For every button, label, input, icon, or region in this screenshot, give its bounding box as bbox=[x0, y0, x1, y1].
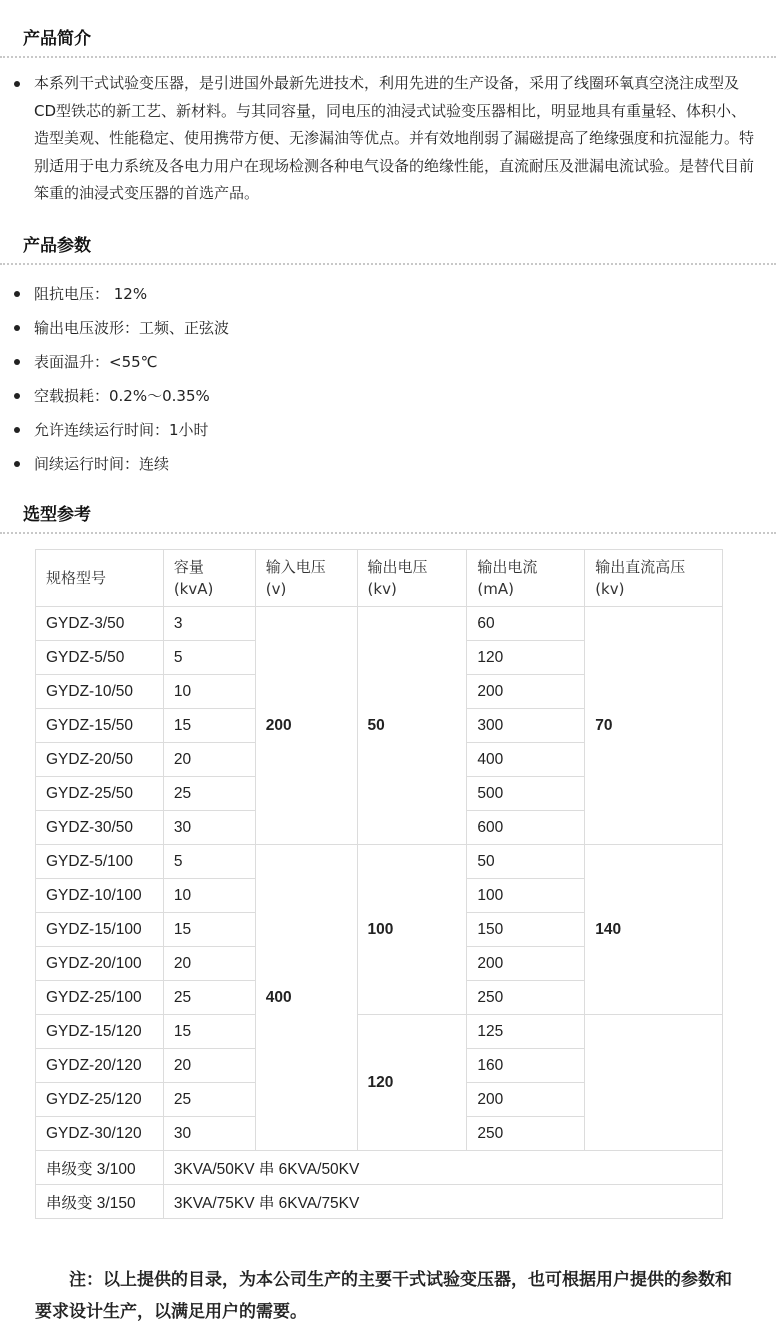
header-model: 规格型号 bbox=[36, 550, 164, 607]
table-header-row bbox=[36, 550, 723, 607]
cell-model: GYDZ-20/50 bbox=[36, 743, 164, 777]
table-row-cascade bbox=[36, 1185, 723, 1219]
cell-dc-voltage: 70 bbox=[585, 607, 723, 845]
cell-cascade-desc: 3KVA/75KV 串 6KVA/75KV bbox=[163, 1185, 722, 1219]
param-item-noload-loss: 空载损耗：0.2%～0.35% bbox=[0, 379, 776, 413]
cell-capacity: 5 bbox=[163, 641, 255, 675]
header-input-voltage: 输入电压 (v) bbox=[255, 550, 357, 607]
cell-model: GYDZ-25/100 bbox=[36, 981, 164, 1015]
cell-capacity: 30 bbox=[163, 811, 255, 845]
cell-model: GYDZ-20/120 bbox=[36, 1049, 164, 1083]
cell-current: 300 bbox=[467, 709, 585, 743]
cell-capacity: 25 bbox=[163, 981, 255, 1015]
cell-model: GYDZ-30/120 bbox=[36, 1117, 164, 1151]
intro-title: 产品简介 bbox=[23, 29, 91, 49]
intro-paragraph: 本系列干式试验变压器，是引进国外最新先进技术，利用先进的生产设备，采用了线圈环氧真空浇注成型及CD型铁芯的新工艺、新材料。与其同容量，同电压的油浸式试验变压器相比，明显地具有重量轻、体积小、造型美观、性能稳定、使用携带方便、无渗漏油等优点。并有效地削弱了漏磁提高了绝缘强度和抗湿能力。特别适用于电力系统及各电力用户在现场检测各种电气设备的绝缘性能，直流耐压及泄漏电流试验。是替代目前笨重的油浸式变压器的首选产品。 bbox=[0, 70, 776, 208]
cell-capacity: 15 bbox=[163, 1015, 255, 1049]
selection-title: 选型参考 bbox=[23, 505, 91, 525]
cell-capacity: 10 bbox=[163, 675, 255, 709]
cell-capacity: 20 bbox=[163, 1049, 255, 1083]
cell-capacity: 15 bbox=[163, 709, 255, 743]
header-output-current: 输出电流 (mA) bbox=[467, 550, 585, 607]
cell-current: 600 bbox=[467, 811, 585, 845]
table-row bbox=[36, 607, 723, 641]
table-row bbox=[36, 1015, 723, 1049]
cell-current: 60 bbox=[467, 607, 585, 641]
cell-model: GYDZ-15/120 bbox=[36, 1015, 164, 1049]
cell-cascade-desc: 3KVA/50KV 串 6KVA/50KV bbox=[163, 1151, 722, 1185]
cell-input-voltage: 200 bbox=[255, 607, 357, 845]
param-item-impedance: 阻抗电压： 12% bbox=[0, 277, 776, 311]
cell-model: GYDZ-5/50 bbox=[36, 641, 164, 675]
params-section-title bbox=[0, 225, 776, 265]
cell-model: GYDZ-5/100 bbox=[36, 845, 164, 879]
cell-capacity: 25 bbox=[163, 1083, 255, 1117]
cell-current: 500 bbox=[467, 777, 585, 811]
cell-current: 400 bbox=[467, 743, 585, 777]
cell-model: GYDZ-10/100 bbox=[36, 879, 164, 913]
header-capacity: 容量 (kvA) bbox=[163, 550, 255, 607]
cell-dc-voltage-empty bbox=[585, 1015, 723, 1151]
cell-current: 250 bbox=[467, 981, 585, 1015]
intro-section-title bbox=[0, 18, 776, 58]
cell-model: GYDZ-25/50 bbox=[36, 777, 164, 811]
table-row bbox=[36, 845, 723, 879]
cell-capacity: 20 bbox=[163, 743, 255, 777]
cell-capacity: 30 bbox=[163, 1117, 255, 1151]
cell-current: 150 bbox=[467, 913, 585, 947]
cell-capacity: 5 bbox=[163, 845, 255, 879]
cell-current: 160 bbox=[467, 1049, 585, 1083]
selection-table bbox=[35, 549, 723, 1219]
cell-dc-voltage: 140 bbox=[585, 845, 723, 1015]
cell-current: 100 bbox=[467, 879, 585, 913]
param-item-temperature: 表面温升：<55℃ bbox=[0, 345, 776, 379]
cell-output-voltage: 120 bbox=[357, 1015, 467, 1151]
cell-cascade-model: 串级变 3/100 bbox=[36, 1151, 164, 1185]
cell-capacity: 3 bbox=[163, 607, 255, 641]
cell-input-voltage: 400 bbox=[255, 845, 357, 1151]
cell-current: 120 bbox=[467, 641, 585, 675]
cell-current: 200 bbox=[467, 1083, 585, 1117]
footnote: 注：以上提供的目录，为本公司生产的主要干式试验变压器，也可根据用户提供的参数和要求设计生产，以满足用户的需要。 bbox=[35, 1270, 732, 1322]
cell-cascade-model: 串级变 3/150 bbox=[36, 1185, 164, 1219]
params-title: 产品参数 bbox=[23, 236, 91, 256]
cell-capacity: 20 bbox=[163, 947, 255, 981]
cell-current: 200 bbox=[467, 675, 585, 709]
cell-model: GYDZ-15/100 bbox=[36, 913, 164, 947]
params-list bbox=[0, 277, 776, 481]
cell-model: GYDZ-20/100 bbox=[36, 947, 164, 981]
cell-model: GYDZ-25/120 bbox=[36, 1083, 164, 1117]
table-row-cascade bbox=[36, 1151, 723, 1185]
cell-current: 50 bbox=[467, 845, 585, 879]
header-dc-voltage: 输出直流高压 (kv) bbox=[585, 550, 723, 607]
param-item-waveform: 输出电压波形：工频、正弦波 bbox=[0, 311, 776, 345]
cell-model: GYDZ-15/50 bbox=[36, 709, 164, 743]
cell-capacity: 15 bbox=[163, 913, 255, 947]
cell-output-voltage: 100 bbox=[357, 845, 467, 1015]
cell-capacity: 10 bbox=[163, 879, 255, 913]
cell-current: 250 bbox=[467, 1117, 585, 1151]
cell-output-voltage: 50 bbox=[357, 607, 467, 845]
intro-list bbox=[0, 70, 776, 208]
cell-current: 200 bbox=[467, 947, 585, 981]
cell-capacity: 25 bbox=[163, 777, 255, 811]
cell-model: GYDZ-3/50 bbox=[36, 607, 164, 641]
param-item-continuous-time: 允许连续运行时间：1小时 bbox=[0, 413, 776, 447]
selection-section-title bbox=[0, 494, 776, 534]
header-output-voltage: 输出电压 (kv) bbox=[357, 550, 467, 607]
cell-model: GYDZ-10/50 bbox=[36, 675, 164, 709]
cell-model: GYDZ-30/50 bbox=[36, 811, 164, 845]
param-item-intermittent-time: 间续运行时间：连续 bbox=[0, 447, 776, 481]
cell-current: 125 bbox=[467, 1015, 585, 1049]
